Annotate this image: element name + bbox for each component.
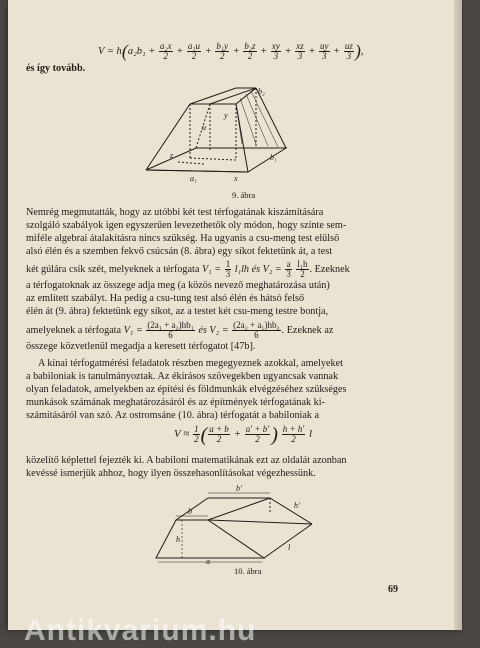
frac: $\frac{\text{b₂z}}{2}$ (244, 41, 256, 61)
frac: $\frac{a}{3}$ (286, 259, 291, 279)
p1-line: Nemrég megmutatták, hogy az utóbbi két test térfogatának kiszámítására (26, 207, 324, 218)
text: Ezeknek (314, 263, 350, 275)
svg-text:b₁: b₁ (270, 153, 277, 162)
frac: $\frac{a' + b'}{2}$ (245, 424, 270, 444)
p1-line: élén át (9. ábra) fektetünk egy síkot, az a testet két csu-meng testre bontja, (26, 306, 329, 317)
p3-line: kevéssé ismerjük ahhoz, hogy ilyen összehasonlításokat végezhessünk. (26, 468, 316, 479)
svg-text:x: x (234, 174, 238, 183)
frac: $\frac{xz}{3}$ (296, 41, 304, 61)
frac: $\frac{uy}{3}$ (320, 41, 329, 61)
text: két gúlára csík szét, melyeknek a térfogata (26, 263, 200, 275)
formula-top: V = h(a₂b₁ + $\frac{\text{a₂x}}{2}$ + $\frac{\text{a₁u}}{2}$ + $\frac{\text{b₁y}}{2}$ + $\frac{\text{b₂z}}{2}$ + $\frac{xy}{3}$ + $\frac{xz}{3}$ + $\frac{uy}{3}$ + $\frac{uz}{3}$ ), (98, 40, 364, 61)
formula-tail: l (308, 428, 313, 441)
p1-line: az említett szabályt. Ha pedig a csu-tung test alsó élén és hátsó felső (26, 293, 305, 304)
figure-10-caption: 10. ábra (234, 566, 262, 576)
math-v1: V₁ = (201, 263, 222, 275)
svg-text:h: h (176, 535, 180, 544)
p1-line: szolgáló szabályok igen egyszerűen levezethetők oly módon, hogy szinte sem- (26, 220, 347, 231)
fig9-label: b₂ (258, 87, 265, 96)
p2-line: A kínai térfogatmérési feladatok részben megegyeznek azokkal, amelyeket (38, 358, 343, 369)
math-v1b: V₁ = (123, 324, 143, 336)
p2-line: olyan feladatok, amelyekben az építési és földmunkák elvégzéséhez szükséges (26, 384, 347, 395)
frac: $\frac{\text{l₁h}}{2}$ (297, 259, 308, 279)
formula-mid: V ≈ $\frac{1}{2}$ ( $\frac{a + b}{2}$ + $\frac{a' + b'}{2}$ ) $\frac{h + h'}{2}$ l (174, 424, 313, 447)
p2-line: a babiloniak is tanulmányoztak. Az ékírásos szövegekben ugyancsak vannak (26, 371, 339, 382)
math-v2b: és V₂ = (198, 324, 229, 336)
es-igy-tovabb: és így tovább. (26, 63, 86, 74)
frac: $\frac{xy}{3}$ (271, 41, 280, 61)
svg-text:b′: b′ (236, 484, 242, 493)
p1-line: a térfogatoknak az összege adja meg (a közös nevező meghatározása után) (26, 280, 330, 291)
text: amelyeknek a térfogata (26, 324, 122, 336)
formula-mid-lhs: V ≈ (174, 428, 190, 441)
svg-text:h′: h′ (294, 501, 300, 510)
svg-text:y: y (224, 111, 228, 120)
p3-line: közelítő képlettel fejezték ki. A babiloni matematikának ezt az oldalát azonban (26, 455, 347, 466)
frac: $\frac{a + b}{2}$ (209, 424, 229, 444)
book-page (8, 0, 460, 630)
frac: $\frac{1}{2}$ (194, 424, 199, 444)
frac: $\frac{uz}{3}$ (344, 41, 353, 61)
p2-line: számításáról van szó. Az ostromsáne (10. ábra) térfogatát a babiloniak a (26, 410, 320, 421)
term: a₂b₁ + (127, 45, 156, 57)
svg-text:u: u (202, 123, 206, 132)
frac: $\frac{1}{3}$ (225, 259, 231, 279)
p1-line-with-math: amelyeknek a térfogata V₁ = $\frac{\text{(2a₁ + a₂)hb₁}}{6}$ és V₂ = $\frac{\text{(2a₂ + a₁)hb₂}}{6}$ . Ezeknek az (26, 320, 334, 340)
frac: $\frac{\text{(2a₂ + a₁)hb₂}}{6}$ (233, 320, 280, 340)
watermark: Antikvarium.hu (24, 614, 257, 647)
p1-line: alsó élén és a szemben fekvő csúcsán (8. ábra) egy síkot fektetünk át, a test (26, 246, 333, 257)
frac: $\frac{\text{(2a₁ + a₂)hb₁}}{6}$ (147, 320, 194, 340)
svg-text:a: a (206, 557, 210, 564)
frac: $\frac{\text{b₁y}}{2}$ (216, 41, 229, 61)
formula-lhs: V = h (98, 45, 122, 57)
page-number: 69 (388, 584, 398, 595)
text: Ezeknek az (286, 324, 334, 336)
figure-9 (138, 84, 308, 189)
svg-text:l: l (288, 543, 291, 552)
svg-text:a₁: a₁ (190, 174, 197, 183)
frac: $\frac{\text{a₁u}}{2}$ (187, 41, 201, 61)
svg-text:b: b (188, 507, 192, 516)
figure-10 (148, 484, 328, 564)
p1-line: összege közvetlenül megadja a keresett térfogatot [47b]. (26, 341, 256, 352)
svg-text:z: z (170, 151, 174, 160)
frac: $\frac{\text{a₂x}}{2}$ (159, 41, 172, 61)
math-rest: l₁lh és V₂ = (234, 263, 282, 275)
figure-9-caption: 9. ábra (232, 190, 256, 200)
page-edge (454, 0, 462, 630)
p1-line-with-math: két gúlára csík szét, melyeknek a térfogata V₁ = $\frac{1}{3}$ l₁lh és V₂ = $\frac{a}{3}$ $\frac{\text{l₁h}}{2}$ . Ezeknek (26, 259, 350, 279)
p1-line: miféle algebrai átalakításra nincs szükség. Ha ugyanis a csu-meng test elülső (26, 233, 340, 244)
plus: + (233, 428, 241, 441)
p2-line: munkások számának meghatározásáról és az építmények térfogatának ki- (26, 397, 325, 408)
frac: $\frac{h + h'}{2}$ (282, 424, 305, 444)
